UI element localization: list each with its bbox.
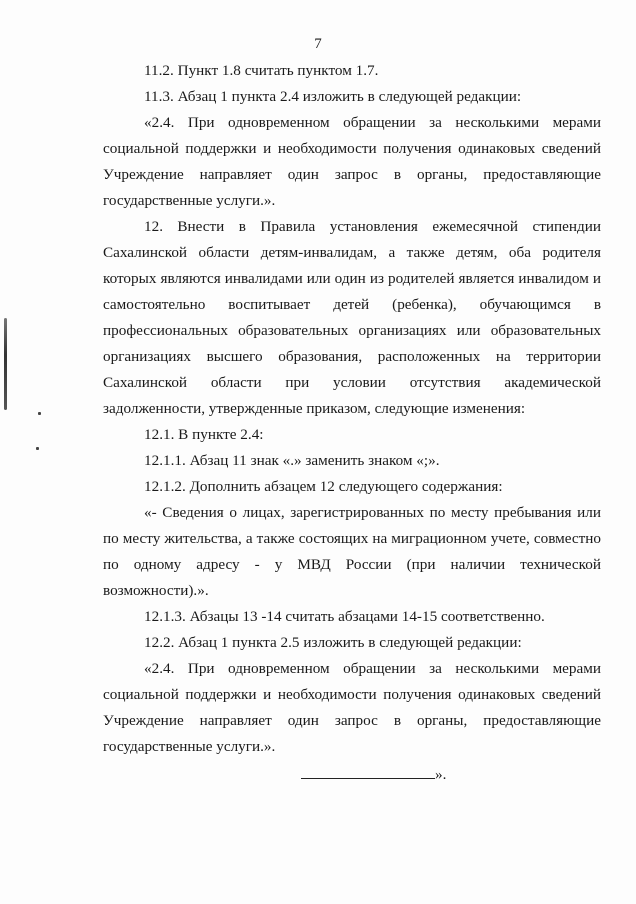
paragraph-12-2: 12.2. Абзац 1 пункта 2.5 изложить в следующей редакции: bbox=[144, 634, 522, 651]
paragraph-11-2: 11.2. Пункт 1.8 считать пунктом 1.7. bbox=[144, 62, 379, 79]
quoted-paragraph-2-4-repeat: «2.4. При одновременном обращении за несколькими мерами социальной поддержки и необходимости получения одинаковых сведений Учреждение направляет один запрос в органы, предоставляющие государственные услуги.». bbox=[103, 660, 601, 755]
paragraph-12: 12. Внести в Правила установления ежемесячной стипендии Сахалинской области детям-инвалидам, а также детям, оба родителя которых являются инвалидами или один из родителей является инвалидом и самостоятельно воспитывает детей (ребенка), обучающимся в профессиональных образовательных организациях или образовательных организациях высшего образования, расположенных на территории Сахалинской области при условии отсутствия академической задолженности, утвержденные приказом, следующие изменения: bbox=[103, 218, 601, 417]
paragraph-12-1: 12.1. В пункте 2.4: bbox=[144, 426, 264, 443]
paragraph-12-1-2: 12.1.2. Дополнить абзацем 12 следующего содержания: bbox=[144, 478, 503, 495]
scan-edge-artifact bbox=[4, 318, 7, 410]
paragraph-11-3: 11.3. Абзац 1 пункта 2.4 изложить в следующей редакции: bbox=[144, 88, 522, 105]
quoted-paragraph-2-4: «2.4. При одновременном обращении за несколькими мерами социальной поддержки и необходимости получения одинаковых сведений Учреждение направляет один запрос в органы, предоставляющие государственные услуги.». bbox=[103, 114, 601, 209]
document-body bbox=[103, 58, 601, 790]
page-number: 7 bbox=[314, 36, 322, 52]
paragraph-12-1-1: 12.1.1. Абзац 11 знак «.» заменить знаком «;». bbox=[144, 452, 440, 469]
scan-speck bbox=[38, 412, 41, 415]
paragraph-12-1-3: 12.1.3. Абзацы 13 -14 считать абзацами 14-15 соответственно. bbox=[144, 608, 545, 625]
signature-rule bbox=[301, 762, 435, 779]
scan-speck bbox=[36, 447, 39, 450]
quoted-paragraph-svedeniya: «- Сведения о лицах, зарегистрированных по месту пребывания или по месту жительства, а также состоящих на миграционном учете, совместно по одному адресу - у МВД России (при наличии технической возможности).». bbox=[103, 504, 601, 599]
closing-line bbox=[103, 760, 601, 790]
closing-mark: ». bbox=[435, 766, 447, 783]
